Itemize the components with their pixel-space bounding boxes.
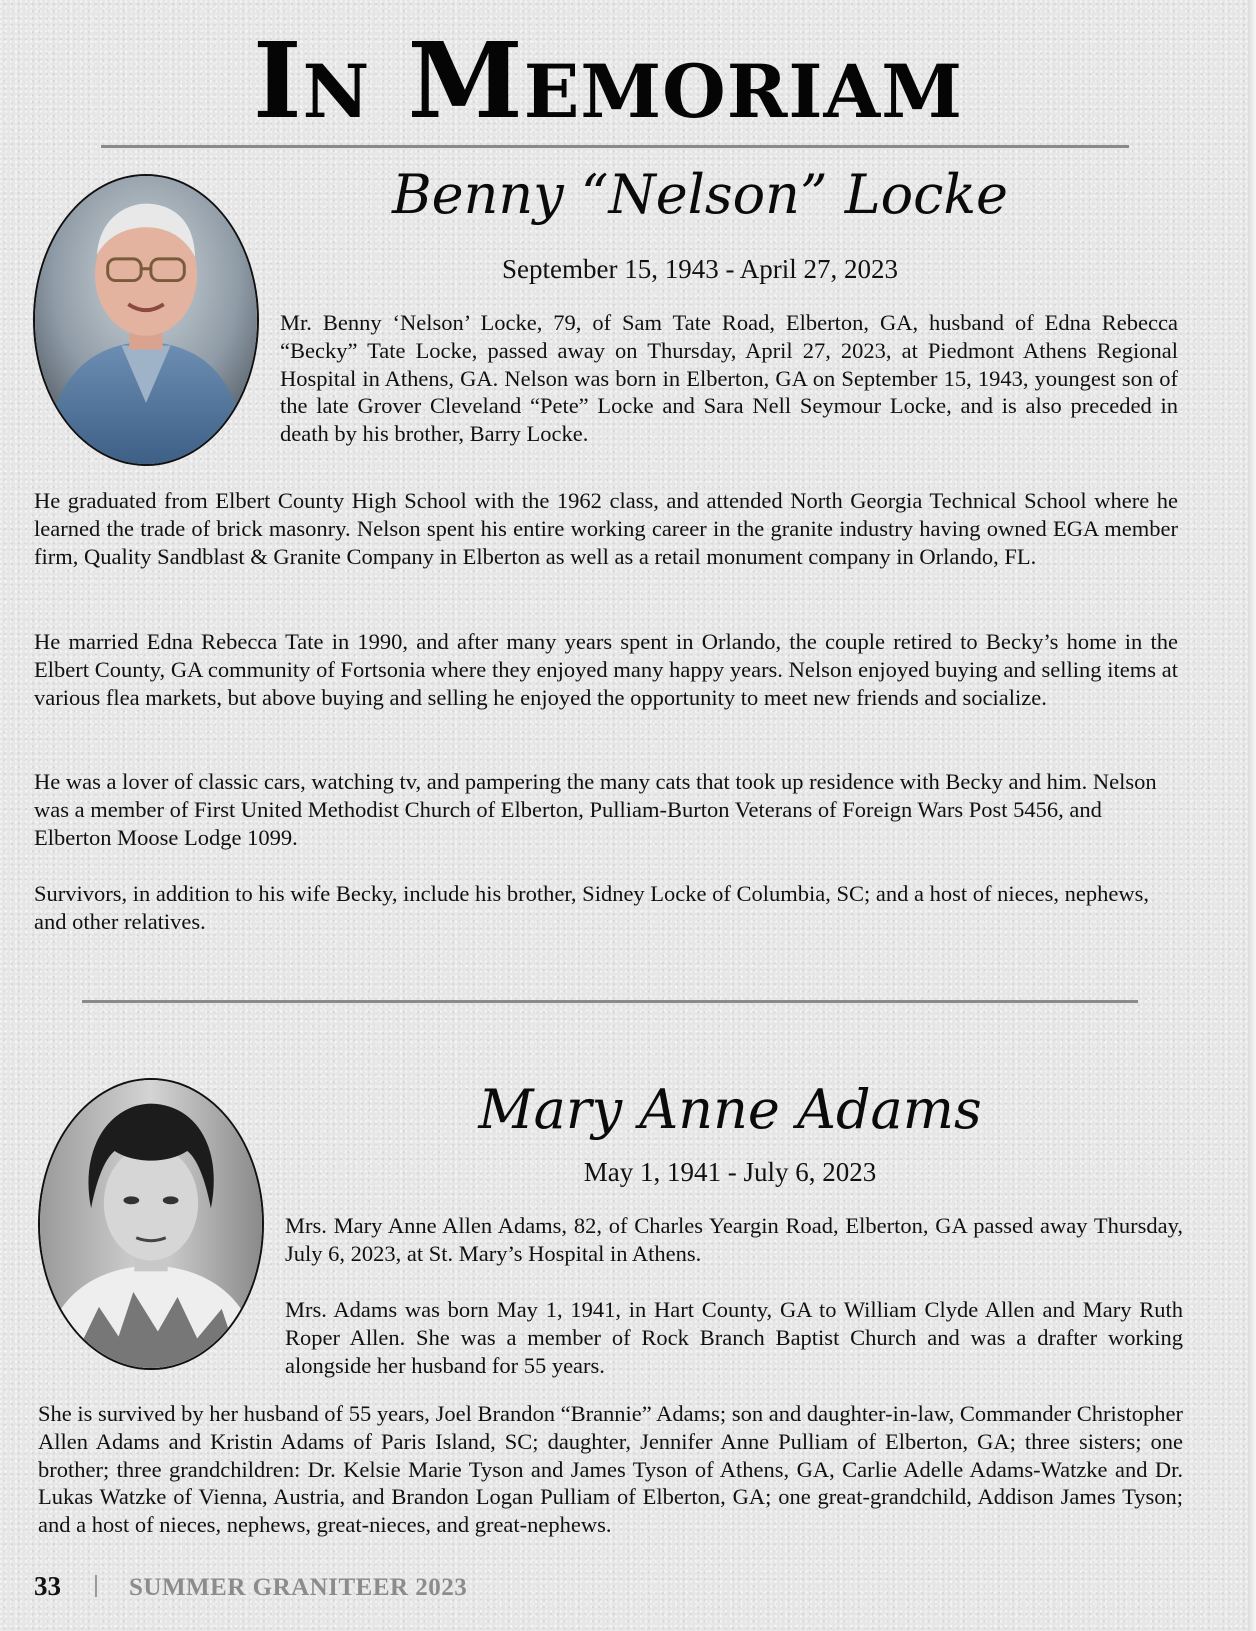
obituary-paragraph: He was a lover of classic cars, watching tv, and pampering the many cats that took up residence with Becky and him. Nelson was a member of First United Methodist Church of Elberton, Pulliam-Burton Veterans of Foreign Wars Post 5456, and Elberton Moose Lodge 1099. <box>34 769 1157 850</box>
page-title: In Memoriam <box>253 19 963 142</box>
obituary-paragraph: Mrs. Mary Anne Allen Adams, 82, of Charles Yeargin Road, Elberton, GA passed away Thursday, July 6, 2023, at St. Mary’s Hospital in Athens. <box>285 1213 1183 1266</box>
title-divider <box>101 145 1129 148</box>
obituary-name: Mary Anne Adams <box>478 1078 982 1141</box>
obituary-paragraph: Mrs. Adams was born May 1, 1941, in Hart County, GA to William Clyde Allen and Mary Ruth Roper Allen. She was a member of Rock Branch Baptist Church and was a drafter working alongside her husband for 55 years. <box>285 1297 1183 1378</box>
page-footer <box>34 1569 467 1603</box>
obituary-name: Benny “Nelson” Locke <box>391 163 1009 226</box>
obituary-paragraph: He graduated from Elbert County High School with the 1962 class, and attended North Georgia Technical School where he learned the trade of brick masonry. Nelson spent his entire working career in the granite industry having owned EGA member firm, Quality Sandblast & Granite Company in Elberton as well as a retail monument company in Orlando, FL. <box>34 488 1178 569</box>
obituary-dates: May 1, 1941 - July 6, 2023 <box>583 1157 877 1187</box>
publication-name: SUMMER GRANITEER 2023 <box>129 1574 468 1601</box>
page-edge <box>1248 0 1256 1631</box>
portrait-photo-mary-anne-adams <box>38 1078 264 1370</box>
section-divider <box>82 1000 1138 1003</box>
obituary-paragraph: She is survived by her husband of 55 years, Joel Brandon “Brannie” Adams; son and daughter-in-law, Commander Christopher Allen Adams and Kristin Adams of Paris Island, SC; daughter, Jennifer Anne Pulliam of Elberton, GA; three sisters; one brother; three grandchildren: Dr. Kelsie Marie Tyson and James Tyson of Athens, GA, Carlie Adelle Adams-Watzke and Dr. Lukas Watzke of Vienna, Austria, and Brandon Logan Pulliam of Elberton, GA; one great-grandchild, Addison James Tyson; and a host of nieces, nephews, great-nieces, and great-nephews. <box>38 1401 1183 1538</box>
page-number: 33 <box>34 1571 61 1601</box>
portrait-photo-benny-locke <box>33 174 259 466</box>
obituary-paragraph: He married Edna Rebecca Tate in 1990, and after many years spent in Orlando, the couple retired to Becky’s home in the Elbert County, GA community of Fortsonia where they enjoyed many happy years. Nelson enjoyed buying and selling items at various flea markets, but above buying and selling he enjoyed the opportunity to meet new friends and socialize. <box>34 629 1178 710</box>
footer-separator <box>95 1575 97 1597</box>
obituary-paragraph: Mr. Benny ‘Nelson’ Locke, 79, of Sam Tate Road, Elberton, GA, husband of Edna Rebecca “Becky” Tate Locke, passed away on Thursday, April 27, 2023, at Piedmont Athens Regional Hospital in Athens, GA. Nelson was born in Elberton, GA on September 15, 1943, youngest son of the late Grover Cleveland “Pete” Locke and Sara Nell Seymour Locke, and is also preceded in death by his brother, Barry Locke. <box>280 310 1178 447</box>
obituary-paragraph: Survivors, in addition to his wife Becky, include his brother, Sidney Locke of Columbia, SC; and a host of nieces, nephews, and other relatives. <box>34 881 1149 934</box>
obituary-dates: September 15, 1943 - April 27, 2023 <box>502 254 898 284</box>
